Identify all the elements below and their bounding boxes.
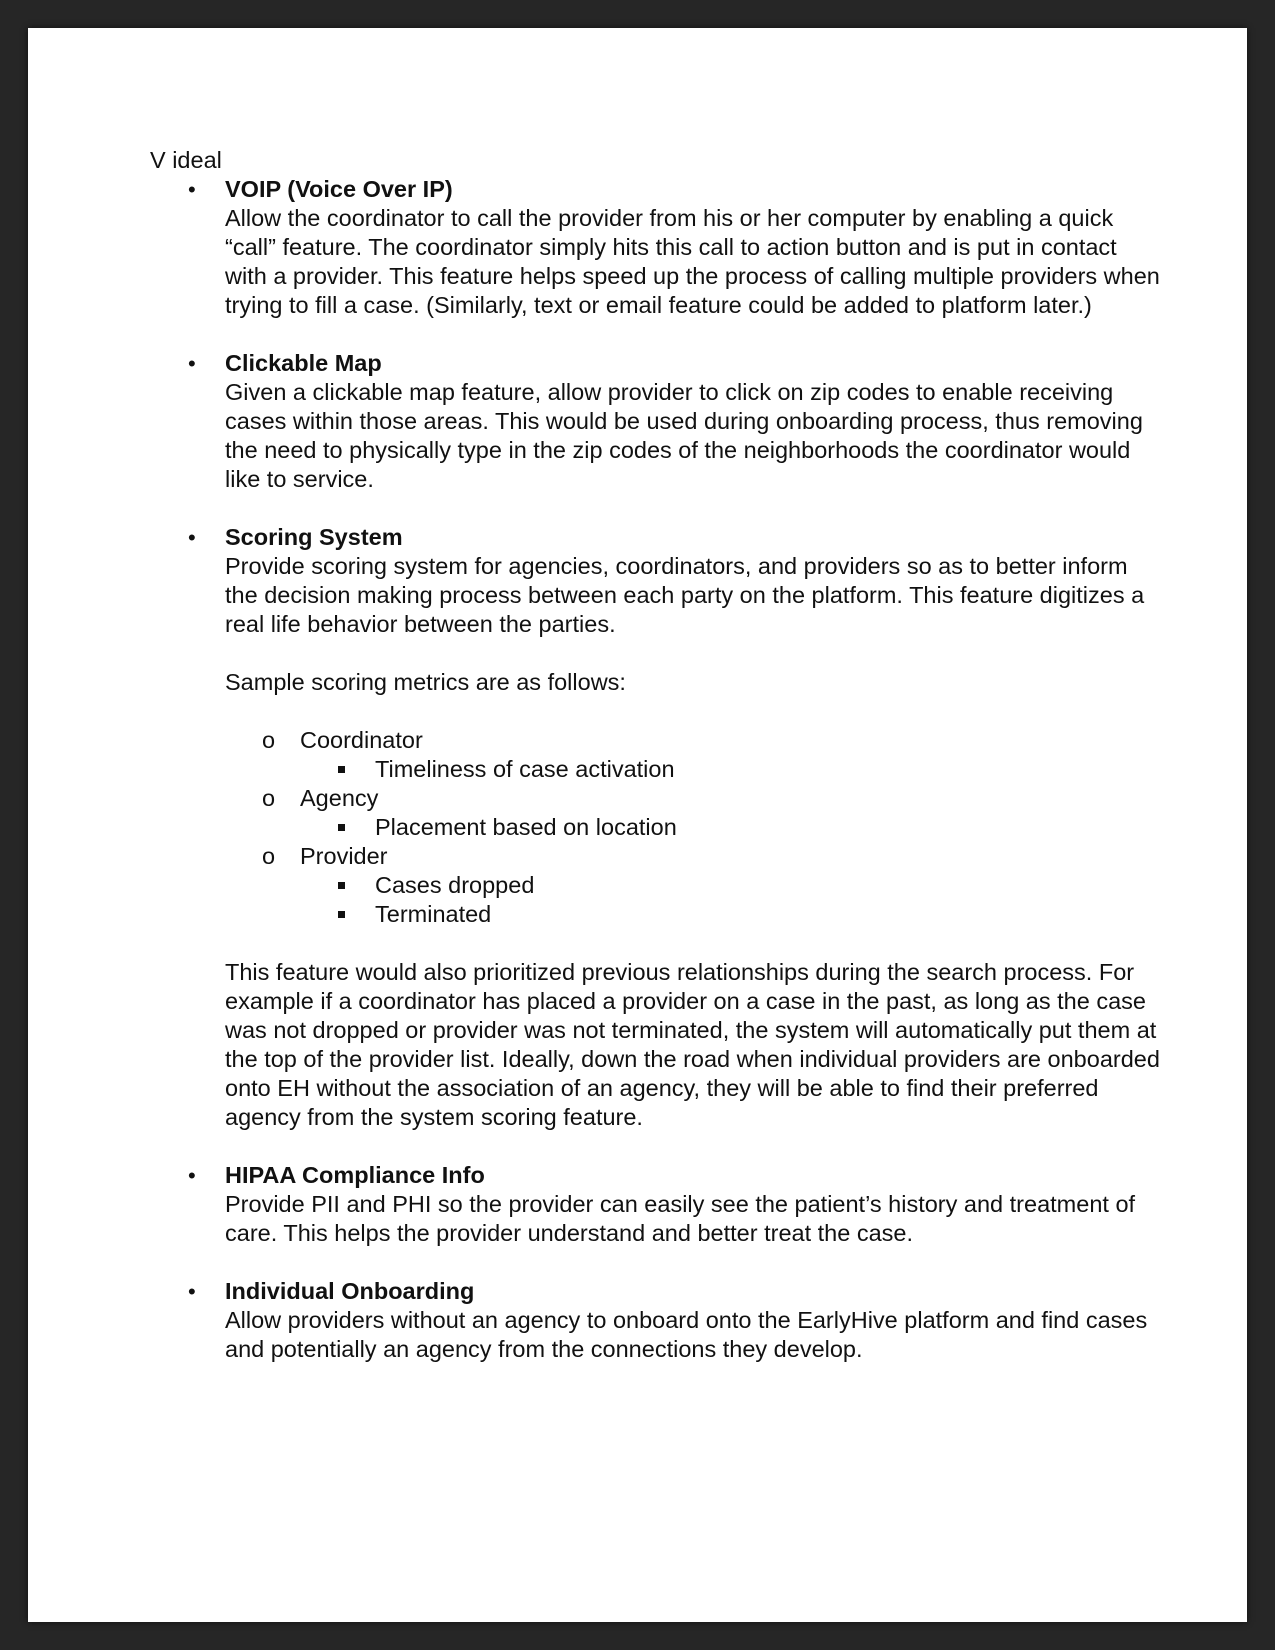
metric-group-provider [225, 842, 1160, 929]
metrics-list [225, 726, 1160, 929]
bullet-icon: • [188, 525, 196, 550]
metric-items [300, 813, 1160, 842]
square-bullet-icon [338, 824, 345, 831]
metric-item-text: Terminated [375, 901, 492, 927]
metric-group-coordinator [225, 726, 1160, 784]
metric-item-text: Timeliness of case activation [375, 756, 675, 782]
feature-description: Given a clickable map feature, allow provider to click on zip codes to enable receiving cases within those areas. This would be used during onboarding process, thus removing the need to physically type in the zip codes of the neighborhoods the coordinator would like to service. [225, 379, 1143, 492]
feature-title: Clickable Map [225, 350, 382, 376]
feature-voip [150, 175, 1160, 320]
circle-bullet-icon: o [262, 785, 276, 811]
circle-bullet-icon: o [262, 843, 276, 869]
metric-item [300, 900, 1160, 929]
feature-title: Scoring System [225, 524, 403, 550]
bullet-icon: • [188, 1279, 196, 1304]
metric-item [300, 871, 1160, 900]
feature-list [150, 175, 1160, 1364]
metric-role: Coordinator [300, 727, 423, 753]
feature-scoring-system [150, 523, 1160, 1132]
bullet-icon: • [188, 351, 196, 376]
square-bullet-icon [338, 766, 345, 773]
feature-clickable-map [150, 349, 1160, 494]
metric-group-agency [225, 784, 1160, 842]
circle-bullet-icon: o [262, 727, 276, 753]
feature-individual-onboarding [150, 1277, 1160, 1364]
bullet-icon: • [188, 1163, 196, 1188]
metrics-intro: Sample scoring metrics are as follows: [225, 669, 626, 695]
feature-title: Individual Onboarding [225, 1278, 475, 1304]
feature-description: Allow providers without an agency to onboard onto the EarlyHive platform and find cases and potentially an agency from the connections they develop. [225, 1307, 1148, 1362]
metric-role: Agency [300, 785, 379, 811]
metric-items [300, 755, 1160, 784]
document-heading: V ideal [150, 147, 222, 173]
scoring-closing-paragraph: This feature would also prioritized previous relationships during the search process. For example if a coordinator has placed a provider on a case in the past, as long as the case was not dropped or provider was not terminated, the system will automatically put them at the top of the provider list. Ideally, down the road when individual providers are onboarded onto EH without the association of an agency, they will be able to find their preferred agency from the system scoring feature. [225, 959, 1160, 1130]
metric-item [300, 813, 1160, 842]
metric-items [300, 871, 1160, 929]
metric-role: Provider [300, 843, 388, 869]
feature-description: Allow the coordinator to call the provider from his or her computer by enabling a quick “call” feature. The coordinator simply hits this call to action button and is put in contact with a provider. This feature helps speed up the process of calling multiple providers when trying to fill a case. (Similarly, text or email feature could be added to platform later.) [225, 205, 1160, 318]
feature-title: VOIP (Voice Over IP) [225, 176, 453, 202]
feature-description: Provide scoring system for agencies, coordinators, and providers so as to better inform the decision making process between each party on the platform. This feature digitizes a real life behavior between the parties. [225, 553, 1145, 637]
bullet-icon: • [188, 177, 196, 202]
feature-hipaa [150, 1161, 1160, 1248]
square-bullet-icon [338, 882, 345, 889]
feature-description: Provide PII and PHI so the provider can easily see the patient’s history and treatment of care. This helps the provider understand and better treat the case. [225, 1191, 1136, 1246]
metric-item [300, 755, 1160, 784]
document-content [150, 146, 1160, 1393]
feature-title: HIPAA Compliance Info [225, 1162, 485, 1188]
metric-item-text: Cases dropped [375, 872, 535, 898]
document-page [28, 28, 1247, 1622]
square-bullet-icon [338, 911, 345, 918]
metric-item-text: Placement based on location [375, 814, 677, 840]
